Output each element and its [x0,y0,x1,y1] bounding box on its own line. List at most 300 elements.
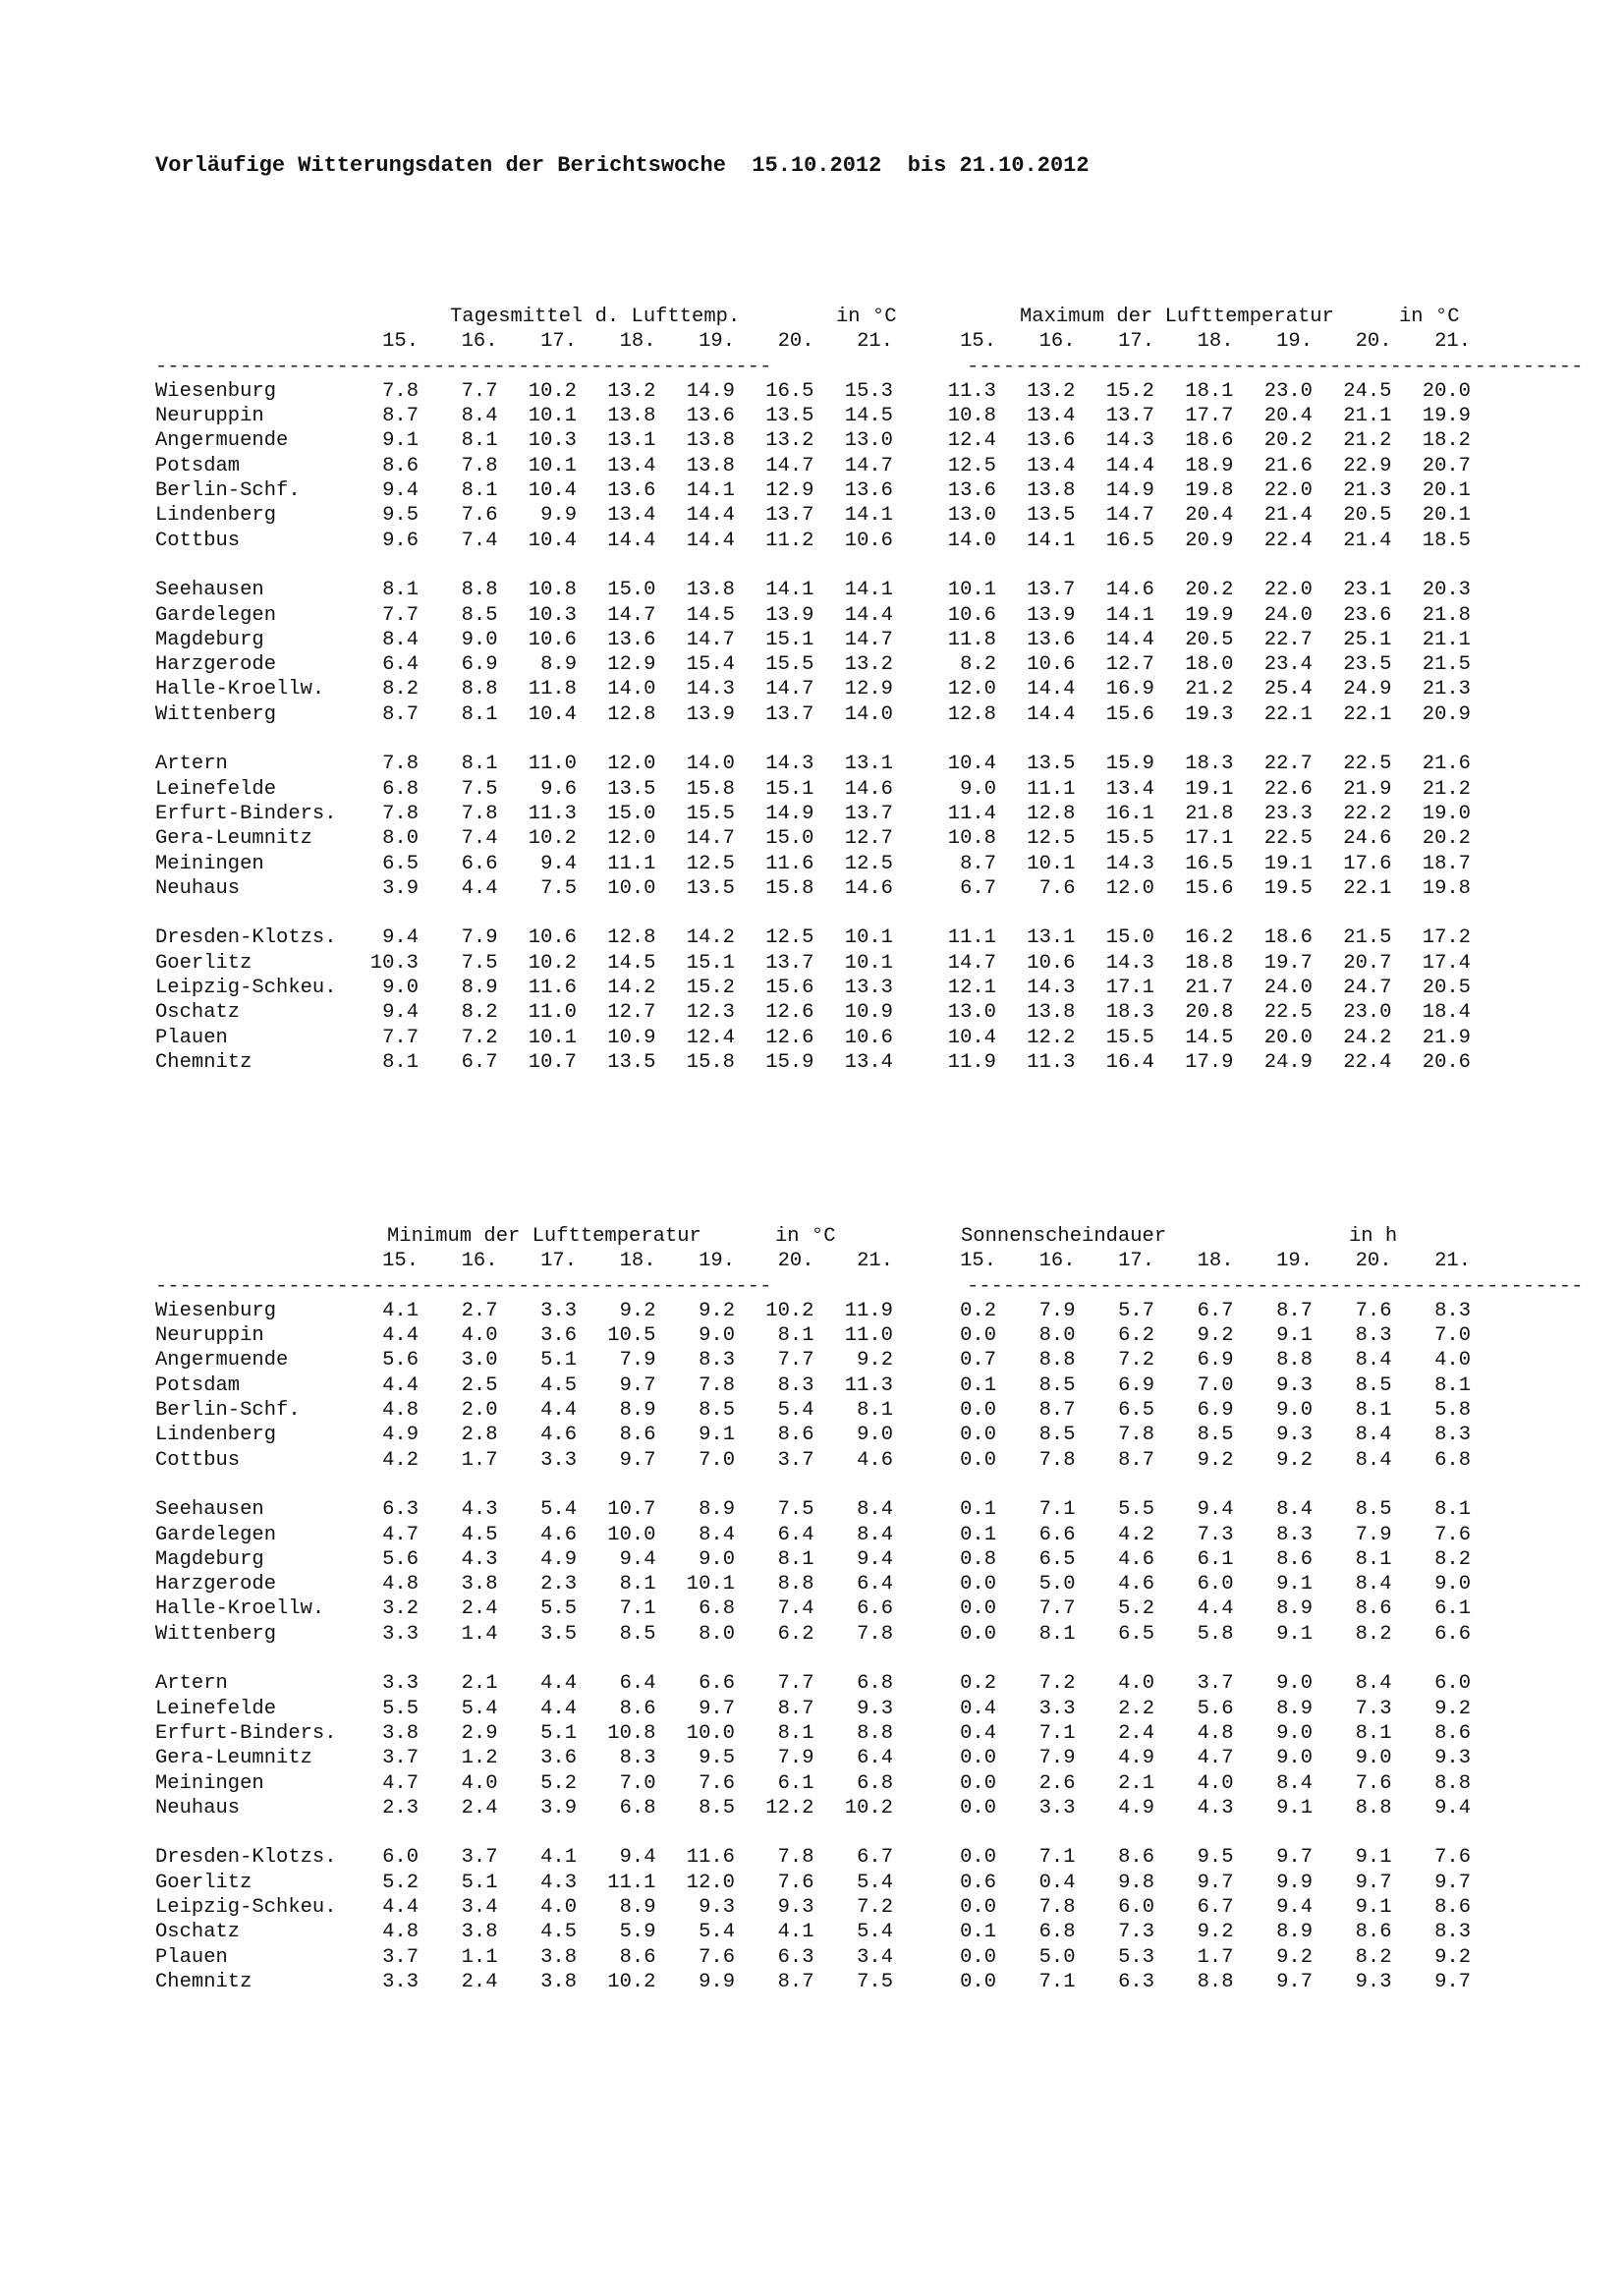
mean-value: 7.4 [461,827,498,851]
min-value: 6.3 [382,1498,419,1522]
min-value: 4.4 [382,1373,419,1397]
sun-value: 7.9 [1038,1747,1076,1770]
max-value: 20.9 [1422,702,1471,726]
sun-value: 7.2 [1038,1672,1076,1696]
max-value: 21.1 [1343,405,1392,428]
mean-value: 12.3 [686,1001,735,1025]
min-value: 4.1 [777,1921,814,1944]
min-value: 5.2 [382,1871,419,1894]
station-name: Neuruppin [155,405,264,428]
min-value: 4.1 [382,1299,419,1322]
max-value: 20.9 [1185,529,1234,552]
mean-value: 8.4 [382,628,419,651]
station-name: Gera-Leumnitz [155,827,312,851]
min-value: 4.4 [382,1324,419,1348]
max-value: 23.3 [1263,802,1313,825]
mean-value: 12.5 [686,852,735,875]
mean-value: 8.7 [382,405,419,428]
station-name: Erfurt-Binders. [155,802,337,825]
max-value: 23.1 [1343,579,1392,602]
mean-value: 14.2 [607,977,656,1000]
min-value: 8.9 [619,1399,656,1423]
station-name: Lindenberg [155,1424,277,1447]
max-value: 24.5 [1343,379,1392,403]
max-value: 19.9 [1185,603,1234,627]
sun-value: 8.5 [1355,1498,1392,1522]
sun-value: 8.3 [1434,1299,1471,1322]
sun-value: 9.1 [1276,1324,1313,1348]
min-value: 4.4 [540,1672,577,1696]
mean-value: 9.4 [382,1001,419,1025]
sun-value: 8.6 [1434,1896,1471,1920]
sun-value: 6.1 [1197,1547,1234,1571]
sun-value: 6.5 [1118,1399,1154,1423]
max-value: 11.4 [947,802,996,825]
mean-value: 6.6 [461,852,498,875]
max-value: 13.1 [1027,926,1076,950]
left-day-header-cell: 15. [382,1250,419,1273]
sun-value: 6.7 [1197,1299,1234,1322]
mean-value: 6.5 [382,852,419,875]
mean-value: 8.6 [382,454,419,477]
sun-value: 5.5 [1118,1498,1154,1522]
mean-value: 10.1 [844,926,893,950]
sun-value: 0.4 [1038,1871,1076,1894]
mean-value: 11.6 [765,852,814,875]
min-value: 3.6 [540,1747,577,1770]
mean-value: 7.5 [461,777,498,801]
sun-value: 0.0 [960,1747,996,1770]
sun-value: 9.7 [1276,1970,1313,1993]
mean-value: 7.4 [461,529,498,552]
sun-value: 4.8 [1197,1721,1234,1745]
max-value: 21.6 [1263,454,1313,477]
sun-value: 9.2 [1197,1324,1234,1348]
sun-value: 7.2 [1118,1349,1154,1372]
mean-value: 15.1 [765,777,814,801]
right-day-header-cell: 17. [1118,1250,1154,1273]
max-value: 13.0 [947,504,996,528]
max-value: 24.0 [1263,977,1313,1000]
max-value: 14.3 [1105,951,1154,975]
station-name: Leinefelde [155,777,277,801]
max-value: 15.9 [1105,753,1154,776]
mean-value: 10.1 [528,454,577,477]
station-name: Seehausen [155,579,264,602]
sun-value: 7.0 [1434,1324,1471,1348]
mean-value: 15.5 [686,802,735,825]
min-value: 9.0 [699,1324,735,1348]
mean-value: 13.7 [765,702,814,726]
station-name: Leinefelde [155,1697,277,1720]
sun-value: 0.1 [960,1921,996,1944]
min-value: 3.8 [540,1945,577,1969]
left-day-header-cell: 17. [540,1250,577,1273]
table-unit: in °C [1399,306,1460,328]
station-name: Wittenberg [155,702,277,726]
sun-value: 8.1 [1038,1622,1076,1646]
min-value: 5.1 [540,1349,577,1372]
mean-value: 12.5 [765,926,814,950]
sun-value: 0.2 [960,1299,996,1322]
sun-value: 9.7 [1434,1871,1471,1894]
station-name: Neuruppin [155,1324,264,1348]
max-value: 13.4 [1027,454,1076,477]
station-name: Gera-Leumnitz [155,1747,312,1770]
max-value: 12.2 [1027,1026,1076,1049]
mean-value: 7.8 [382,802,419,825]
mean-value: 7.5 [540,876,577,900]
mean-value: 15.0 [607,802,656,825]
mean-value: 7.5 [461,951,498,975]
mean-value: 9.1 [382,429,419,453]
left-day-header-cell: 18. [619,1250,656,1273]
min-value: 8.3 [777,1373,814,1397]
sun-value: 8.3 [1434,1424,1471,1447]
max-value: 24.9 [1263,1050,1313,1074]
right-day-header-cell: 15. [960,1250,996,1273]
right-day-header-cell: 19. [1276,330,1313,354]
min-value: 5.6 [382,1349,419,1372]
mean-value: 15.1 [686,951,735,975]
mean-value: 7.6 [461,504,498,528]
min-value: 11.9 [844,1299,893,1322]
mean-value: 11.2 [765,529,814,552]
max-value: 16.1 [1105,802,1154,825]
mean-value: 15.8 [765,876,814,900]
min-value: 1.7 [461,1448,498,1472]
min-value: 7.9 [619,1349,656,1372]
sun-value: 9.0 [1276,1747,1313,1770]
min-value: 5.5 [382,1697,419,1720]
sun-value: 7.1 [1038,1970,1076,1993]
sun-value: 9.7 [1197,1871,1234,1894]
max-value: 19.7 [1263,951,1313,975]
min-value: 2.4 [461,1597,498,1621]
right-day-header-cell: 21. [1434,1250,1471,1273]
station-name: Wiesenburg [155,379,277,403]
max-value: 10.1 [1027,852,1076,875]
min-value: 4.0 [540,1896,577,1920]
mean-value: 14.5 [844,405,893,428]
min-value: 8.1 [777,1547,814,1571]
min-value: 8.7 [777,1970,814,1993]
sun-value: 6.1 [1434,1597,1471,1621]
sun-value: 9.1 [1276,1573,1313,1596]
mean-value: 7.8 [382,753,419,776]
min-value: 2.4 [461,1796,498,1820]
min-value: 2.0 [461,1399,498,1423]
table-label: Tagesmittel d. Lufttemp. [450,306,741,328]
station-name: Halle-Kroellw. [155,678,325,701]
min-value: 4.6 [540,1424,577,1447]
max-value: 18.6 [1185,429,1234,453]
min-value: 4.8 [382,1921,419,1944]
min-value: 9.4 [619,1547,656,1571]
min-value: 4.4 [382,1896,419,1920]
station-name: Gardelegen [155,603,277,627]
mean-value: 8.1 [461,429,498,453]
min-value: 8.5 [619,1622,656,1646]
sun-value: 6.8 [1038,1921,1076,1944]
max-value: 16.5 [1105,529,1154,552]
sun-value: 6.3 [1118,1970,1154,1993]
min-value: 8.1 [619,1573,656,1596]
max-value: 25.4 [1263,678,1313,701]
mean-value: 7.7 [461,379,498,403]
mean-value: 10.2 [528,379,577,403]
sun-value: 8.4 [1355,1349,1392,1372]
min-value: 8.9 [619,1896,656,1920]
mean-value: 8.0 [382,827,419,851]
sun-value: 7.7 [1038,1597,1076,1621]
max-value: 20.1 [1422,504,1471,528]
right-rule-line: --------------------------------------------------- [967,1274,1584,1298]
max-value: 14.3 [1105,852,1154,875]
max-value: 22.6 [1263,777,1313,801]
sun-value: 9.4 [1434,1796,1471,1820]
sun-value: 5.0 [1038,1573,1076,1596]
sun-value: 2.6 [1038,1771,1076,1795]
min-value: 3.5 [540,1622,577,1646]
min-value: 8.1 [777,1324,814,1348]
mean-value: 14.0 [844,702,893,726]
mean-value: 13.1 [607,429,656,453]
right-day-header-cell: 16. [1038,330,1076,354]
max-value: 18.1 [1185,379,1234,403]
station-name: Potsdam [155,454,241,477]
max-value: 13.8 [1027,479,1076,503]
min-value: 7.6 [777,1871,814,1894]
sun-value: 8.8 [1276,1349,1313,1372]
min-value: 7.8 [777,1846,814,1870]
mean-value: 8.4 [461,405,498,428]
mean-value: 14.7 [765,678,814,701]
max-value: 14.4 [1105,628,1154,651]
max-value: 18.0 [1185,653,1234,677]
min-value: 4.3 [540,1871,577,1894]
sun-value: 7.3 [1197,1523,1234,1546]
mean-value: 10.2 [528,951,577,975]
sun-value: 9.4 [1197,1498,1234,1522]
max-value: 15.0 [1105,926,1154,950]
left-day-header-cell: 18. [619,330,656,354]
min-value: 7.6 [699,1945,735,1969]
max-value: 24.7 [1343,977,1392,1000]
min-value: 3.7 [461,1846,498,1870]
mean-value: 10.4 [528,479,577,503]
min-value: 6.2 [777,1622,814,1646]
left-day-header-cell: 20. [777,1250,814,1273]
min-value: 8.3 [619,1747,656,1770]
table-label: Sonnenscheindauer [961,1225,1167,1248]
table-label: Maximum der Lufttemperatur [1020,306,1334,328]
max-value: 19.9 [1422,405,1471,428]
min-value: 6.6 [857,1597,893,1621]
min-value: 3.2 [382,1597,419,1621]
max-value: 14.1 [1027,529,1076,552]
sun-value: 9.7 [1355,1871,1392,1894]
min-value: 2.8 [461,1424,498,1447]
sun-value: 8.7 [1038,1399,1076,1423]
max-value: 16.5 [1185,852,1234,875]
min-value: 9.0 [857,1424,893,1447]
max-value: 21.5 [1422,653,1471,677]
mean-value: 7.7 [382,603,419,627]
min-value: 8.1 [857,1399,893,1423]
sun-value: 1.7 [1197,1945,1234,1969]
sun-value: 9.3 [1355,1970,1392,1993]
min-value: 8.5 [699,1796,735,1820]
min-value: 8.1 [777,1721,814,1745]
sun-value: 6.6 [1434,1622,1471,1646]
mean-value: 13.4 [607,454,656,477]
sun-value: 0.0 [960,1399,996,1423]
mean-value: 8.2 [461,1001,498,1025]
sun-value: 0.1 [960,1373,996,1397]
min-value: 10.5 [607,1324,656,1348]
mean-value: 6.8 [382,777,419,801]
max-value: 21.9 [1422,1026,1471,1049]
min-value: 4.8 [382,1399,419,1423]
mean-value: 14.5 [686,603,735,627]
left-day-header-cell: 20. [777,330,814,354]
station-name: Plauen [155,1945,228,1969]
mean-value: 14.4 [686,504,735,528]
sun-value: 8.0 [1038,1324,1076,1348]
min-value: 6.4 [777,1523,814,1546]
min-value: 4.5 [461,1523,498,1546]
max-value: 17.1 [1185,827,1234,851]
sun-value: 0.0 [960,1448,996,1472]
min-value: 5.5 [540,1597,577,1621]
mean-value: 14.0 [686,753,735,776]
min-value: 6.4 [857,1573,893,1596]
sun-value: 8.4 [1355,1573,1392,1596]
mean-value: 13.8 [607,405,656,428]
max-value: 10.4 [947,753,996,776]
max-value: 20.3 [1422,579,1471,602]
mean-value: 15.9 [765,1050,814,1074]
mean-value: 6.7 [461,1050,498,1074]
station-name: Berlin-Schf. [155,479,301,503]
min-value: 4.0 [461,1324,498,1348]
min-value: 9.7 [699,1697,735,1720]
sun-value: 0.8 [960,1547,996,1571]
mean-value: 13.8 [686,579,735,602]
max-value: 21.9 [1343,777,1392,801]
right-day-header-cell: 19. [1276,1250,1313,1273]
mean-value: 12.7 [844,827,893,851]
min-value: 3.7 [382,1747,419,1770]
mean-value: 13.6 [686,405,735,428]
max-value: 13.4 [1027,405,1076,428]
mean-value: 10.2 [528,827,577,851]
sun-value: 4.6 [1118,1573,1154,1596]
sun-value: 8.6 [1276,1547,1313,1571]
max-value: 18.3 [1185,753,1234,776]
min-value: 3.3 [382,1672,419,1696]
sun-value: 0.0 [960,1771,996,1795]
max-value: 21.2 [1343,429,1392,453]
max-value: 17.7 [1185,405,1234,428]
mean-value: 15.5 [765,653,814,677]
sun-value: 9.2 [1197,1448,1234,1472]
sun-value: 9.0 [1434,1573,1471,1596]
mean-value: 7.8 [461,802,498,825]
sun-value: 7.1 [1038,1846,1076,1870]
mean-value: 14.7 [607,603,656,627]
max-value: 21.2 [1422,777,1471,801]
sun-value: 5.6 [1197,1697,1234,1720]
mean-value: 8.1 [461,479,498,503]
sun-value: 3.7 [1197,1672,1234,1696]
mean-value: 12.7 [607,1001,656,1025]
mean-value: 12.9 [844,678,893,701]
max-value: 14.4 [1027,702,1076,726]
sun-value: 8.5 [1197,1424,1234,1447]
min-value: 3.0 [461,1349,498,1372]
max-value: 14.3 [1105,429,1154,453]
mean-value: 14.1 [765,579,814,602]
mean-value: 8.1 [461,702,498,726]
mean-value: 13.7 [765,951,814,975]
max-value: 18.8 [1185,951,1234,975]
min-value: 2.5 [461,1373,498,1397]
mean-value: 14.4 [607,529,656,552]
min-value: 8.4 [857,1498,893,1522]
max-value: 24.0 [1263,603,1313,627]
min-value: 8.4 [857,1523,893,1546]
max-value: 10.8 [947,827,996,851]
max-value: 20.5 [1422,977,1471,1000]
station-name: Chemnitz [155,1970,252,1993]
max-value: 22.5 [1343,753,1392,776]
mean-value: 15.0 [765,827,814,851]
max-value: 15.5 [1105,827,1154,851]
max-value: 19.8 [1422,876,1471,900]
max-value: 23.6 [1343,603,1392,627]
max-value: 20.0 [1263,1026,1313,1049]
mean-value: 12.9 [765,479,814,503]
sun-value: 8.6 [1118,1846,1154,1870]
mean-value: 14.1 [844,579,893,602]
min-value: 3.3 [540,1299,577,1322]
max-value: 13.7 [1027,579,1076,602]
mean-value: 13.5 [607,1050,656,1074]
min-value: 9.1 [699,1424,735,1447]
mean-value: 13.7 [765,504,814,528]
mean-value: 10.1 [528,1026,577,1049]
mean-value: 8.1 [461,753,498,776]
max-value: 11.9 [947,1050,996,1074]
mean-value: 12.6 [765,1001,814,1025]
sun-value: 8.4 [1276,1771,1313,1795]
mean-value: 7.8 [382,379,419,403]
max-value: 20.8 [1185,1001,1234,1025]
min-value: 4.3 [461,1498,498,1522]
max-value: 11.3 [947,379,996,403]
max-value: 10.6 [1027,653,1076,677]
sun-value: 8.1 [1434,1498,1471,1522]
min-value: 9.3 [699,1896,735,1920]
mean-value: 10.6 [528,926,577,950]
min-value: 10.2 [844,1796,893,1820]
left-day-header-cell: 15. [382,330,419,354]
left-day-header-cell: 16. [461,330,498,354]
right-day-header-cell: 15. [960,330,996,354]
sun-value: 9.7 [1434,1970,1471,1993]
